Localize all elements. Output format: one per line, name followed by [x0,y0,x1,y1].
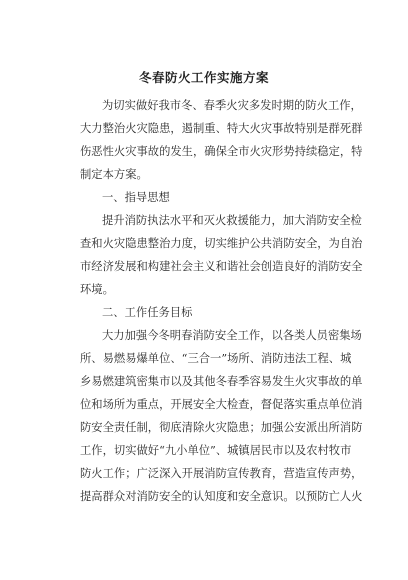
paragraph-2-line-2: 查和火灾隐患整治力度，切实维护公共消防安全，为自治 [80,237,363,250]
paragraph-3-line-5: 防安全责任制，彻底清除火灾隐患；加强公安派出所消防 [80,421,363,434]
document-title: 冬春防火工作实施方案 [138,70,269,85]
paragraph-1-line-4: 制定本方案。 [80,168,148,181]
paragraph-2-line-4: 环境。 [80,283,114,296]
paragraph-1-line-3: 伤恶性火灾事故的发生，确保全市火灾形势持续稳定，特 [80,145,363,158]
paragraph-2-line-3: 市经济发展和构建社会主义和谐社会创造良好的消防安全 [80,260,363,273]
paragraph-3-line-4: 位和场所为重点，开展安全大检查，督促落实重点单位消 [80,398,363,411]
paragraph-1-line-2: 大力整治火灾隐患，遏制重、特大火灾事故特别是群死群 [80,122,363,135]
paragraph-1-line-1: 为切实做好我市冬、春季火灾多发时期的防火工作， [102,99,362,112]
section-heading-task-goals: 二、工作任务目标 [102,306,193,319]
paragraph-3-line-7: 防火工作；广泛深入开展消防宣传教育，营造宣传声势， [80,467,363,480]
paragraph-3-line-2: 所、易燃易爆单位、“三合一”场所、消防违法工程、城 [80,352,352,365]
paragraph-3-line-1: 大力加强今冬明春消防安全工作，以各类人员密集场 [102,329,362,342]
paragraph-2-line-1: 提升消防执法水平和灭火救援能力，加大消防安全检 [102,214,362,227]
paragraph-3-line-3: 乡易燃建筑密集市以及其他冬春季容易发生火灾事故的单 [80,375,363,388]
section-heading-guiding-ideology: 一、指导思想 [102,191,170,204]
paragraph-3-line-8: 提高群众对消防安全的认知度和安全意识。以预防亡人火 [80,490,363,503]
paragraph-3-line-6: 工作，切实做好“九小单位”、城镇居民市以及农村牧市 [80,444,352,457]
